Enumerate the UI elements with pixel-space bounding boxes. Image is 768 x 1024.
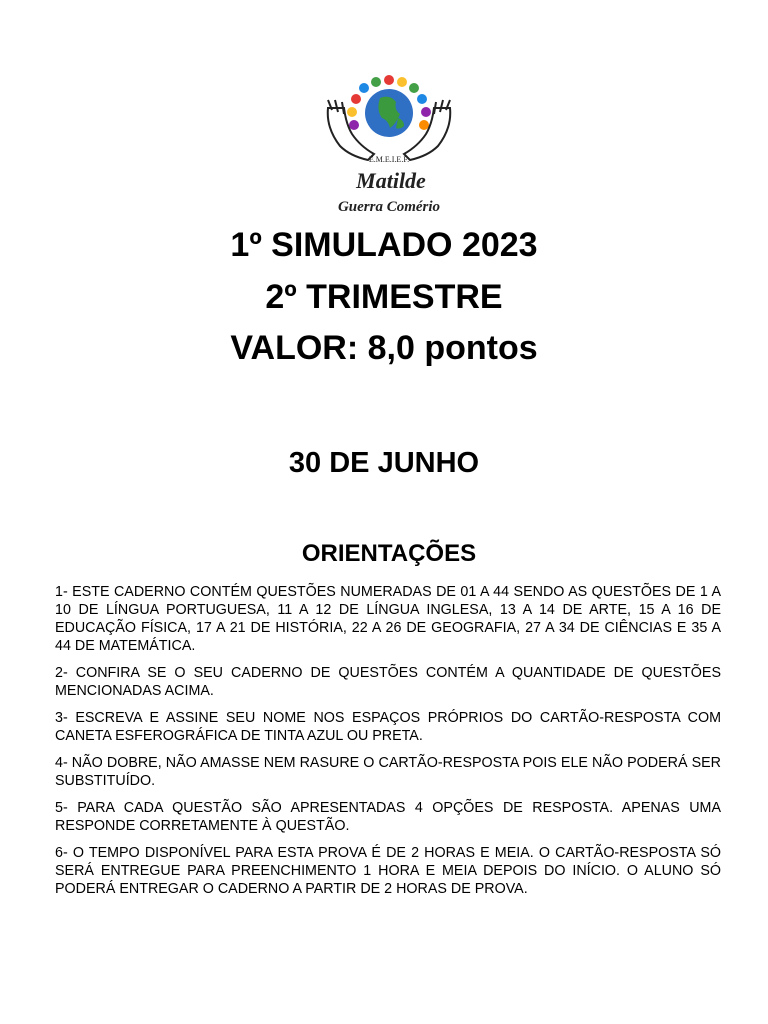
exam-term: 2º TRIMESTRE [265, 278, 503, 316]
instruction-item: 5- PARA CADA QUESTÃO SÃO APRESENTADAS 4 OPÇÕES DE RESPOSTA. APENAS UMA RESPONDE CORRETAMENTE À QUESTÃO. [55, 800, 721, 834]
school-logo-graphic [318, 68, 460, 218]
exam-date: 30 DE JUNHO [288, 447, 480, 479]
instructions-heading: ORIENTAÇÕES [301, 540, 477, 567]
exam-value: VALOR: 8,0 pontos [230, 329, 538, 367]
instruction-item: 3- ESCREVA E ASSINE SEU NOME NOS ESPAÇOS PRÓPRIOS DO CARTÃO-RESPOSTA COM CANETA ESFEROGRÁFICA DE TINTA AZUL OU PRETA. [55, 710, 721, 744]
school-name-1: Matilde [356, 168, 426, 193]
instruction-item: 1- ESTE CADERNO CONTÉM QUESTÕES NUMERADAS DE 01 A 44 SENDO AS QUESTÕES DE 1 A 10 DE LÍNGUA PORTUGUESA, 11 A 12 DE LÍNGUA INGLESA, 13 A 14 DE ARTE, 15 A 16 DE EDUCAÇÃO FÍSICA, 17 A 21 DE HISTÓRIA, 22 A 26 DE GEOGRAFIA, 27 A 34 DE CIÊNCIAS E 35 A 44 DE MATEMÁTICA. [55, 584, 721, 654]
globe-icon [365, 89, 413, 137]
instruction-item: 6- O TEMPO DISPONÍVEL PARA ESTA PROVA É DE 2 HORAS E MEIA. O CARTÃO-RESPOSTA SÓ SERÁ ENTREGUE PARA PREENCHIMENTO 1 HORA E MEIA DEPOIS DO INÍCIO. O ALUNO SÓ PODERÁ ENTREGAR O CADERNO A PARTIR DE 2 HORAS DE PROVA. [55, 845, 721, 897]
school-name-2: Guerra Comério [337, 199, 441, 215]
exam-title: 1º SIMULADO 2023 [230, 226, 538, 264]
school-abbr: E.M.E.I.E.F. [368, 155, 410, 164]
instruction-item: 2- CONFIRA SE O SEU CADERNO DE QUESTÕES CONTÉM A QUANTIDADE DE QUESTÕES MENCIONADAS ACIMA. [55, 665, 721, 699]
school-logo [318, 68, 460, 218]
instruction-item: 4- NÃO DOBRE, NÃO AMASSE NEM RASURE O CARTÃO-RESPOSTA POIS ELE NÃO PODERÁ SER SUBSTITUÍDO. [55, 755, 721, 789]
instructions-list [55, 583, 721, 907]
